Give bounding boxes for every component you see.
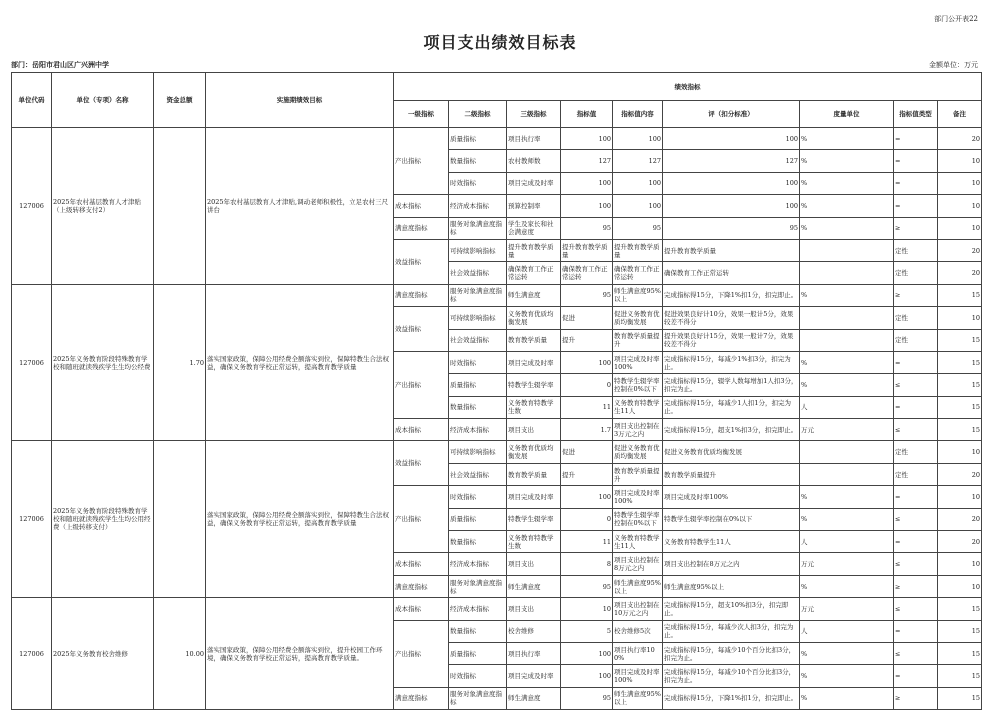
- scoring-standard: 师生满意度95%以上: [663, 575, 800, 597]
- level2-indicator: 质量指标: [449, 374, 507, 396]
- project-name: 2025年农村基层教育人才津贴（上级转移支付2）: [52, 128, 154, 285]
- indicator-content: 促进义务教育优质均衡发展: [613, 441, 663, 463]
- value-type: ≤: [894, 598, 938, 620]
- header-amount: 资金总额: [154, 73, 206, 128]
- level2-indicator: 经济成本指标: [449, 195, 507, 217]
- scoring-standard: 促进义务教育优质均衡发展: [663, 441, 800, 463]
- scoring-standard: 95: [663, 217, 800, 239]
- indicator-value: 100: [561, 486, 613, 508]
- level2-indicator: 社会效益指标: [449, 329, 507, 351]
- indicator-value: 100: [561, 665, 613, 687]
- level3-indicator: 确保教育工作正常运转: [507, 262, 561, 284]
- note: 15: [938, 598, 982, 620]
- level1-indicator: 效益指标: [394, 441, 449, 486]
- level1-indicator: 成本指标: [394, 553, 449, 575]
- note: 15: [938, 351, 982, 373]
- value-type: 定性: [894, 239, 938, 261]
- measure-unit: %: [800, 128, 894, 150]
- measure-unit: [800, 441, 894, 463]
- fund-amount: [154, 441, 206, 598]
- indicator-value: 确保教育工作正常运转: [561, 262, 613, 284]
- indicator-value: 1.7: [561, 419, 613, 441]
- scoring-standard: 完成指标得15分，每减少1人扣1分，扣完为止。: [663, 396, 800, 418]
- scoring-standard: 完成指标得15分，超支10%扣3分，扣完即止。: [663, 598, 800, 620]
- level2-indicator: 经济成本指标: [449, 553, 507, 575]
- indicator-content: 提升教育教学质量: [613, 239, 663, 261]
- header-score: 评（扣分标准）: [663, 101, 800, 128]
- value-type: ≥: [894, 687, 938, 709]
- level3-indicator: 师生满意度: [507, 284, 561, 306]
- level2-indicator: 时效指标: [449, 486, 507, 508]
- fund-amount: [154, 128, 206, 285]
- scoring-standard: 确保教育工作正常运转: [663, 262, 800, 284]
- measure-unit: %: [800, 687, 894, 709]
- indicator-content: 项目支出控制在10万元之内: [613, 598, 663, 620]
- measure-unit: %: [800, 217, 894, 239]
- indicator-value: 11: [561, 531, 613, 553]
- scoring-standard: 特教学生辍学率控制在0%以下: [663, 508, 800, 530]
- header-l2: 二级指标: [449, 101, 507, 128]
- note: 10: [938, 150, 982, 172]
- level1-indicator: 满意度指标: [394, 575, 449, 597]
- value-type: =: [894, 128, 938, 150]
- measure-unit: %: [800, 284, 894, 306]
- level3-indicator: 项目执行率: [507, 128, 561, 150]
- level2-indicator: 可持续影响指标: [449, 307, 507, 329]
- value-type: 定性: [894, 329, 938, 351]
- scoring-standard: 完成指标得15分，每减少10个百分比扣3分，扣完为止。: [663, 665, 800, 687]
- value-type: =: [894, 351, 938, 373]
- indicator-value: 127: [561, 150, 613, 172]
- indicator-value: 提升教育教学质量: [561, 239, 613, 261]
- note: 15: [938, 419, 982, 441]
- indicator-value: 95: [561, 284, 613, 306]
- indicator-content: 100: [613, 128, 663, 150]
- performance-goal: 2025年农村基层教育人才津贴,调动老师积极性，立足农村三尺讲台: [206, 128, 394, 285]
- value-type: ≤: [894, 508, 938, 530]
- measure-unit: [800, 262, 894, 284]
- level3-indicator: 义务教育特教学生数: [507, 396, 561, 418]
- level2-indicator: 经济成本指标: [449, 419, 507, 441]
- scoring-standard: 完成指标得15分，辍学人数每增加1人扣3分，扣完为止。: [663, 374, 800, 396]
- indicator-content: 师生满意度95%以上: [613, 687, 663, 709]
- indicator-content: 义务教育特教学生11人: [613, 396, 663, 418]
- indicator-content: 特教学生辍学率控制在0%以下: [613, 508, 663, 530]
- note: 20: [938, 508, 982, 530]
- level3-indicator: 项目支出: [507, 553, 561, 575]
- level3-indicator: 项目支出: [507, 598, 561, 620]
- table-row: [12, 441, 982, 463]
- table-row: [12, 128, 982, 150]
- level3-indicator: 义务教育优质均衡发展: [507, 307, 561, 329]
- level2-indicator: 时效指标: [449, 351, 507, 373]
- scoring-standard: 完成指标得15分，每减少次人扣3分，扣完为止。: [663, 620, 800, 642]
- table-row: [12, 598, 982, 620]
- indicator-value: 提升: [561, 329, 613, 351]
- scoring-standard: 完成指标得15分，下降1%扣1分，扣完即止。: [663, 687, 800, 709]
- unit-code: 127006: [12, 128, 52, 285]
- level2-indicator: 服务对象满意度指标: [449, 575, 507, 597]
- note: 10: [938, 441, 982, 463]
- measure-unit: %: [800, 351, 894, 373]
- level2-indicator: 社会效益指标: [449, 463, 507, 485]
- indicator-value: 11: [561, 396, 613, 418]
- scoring-standard: 完成指标得15分，下降1%扣1分，扣完即止。: [663, 284, 800, 306]
- header-content: 指标值内容: [613, 101, 663, 128]
- header-l1: 一级指标: [394, 101, 449, 128]
- indicator-value: 95: [561, 687, 613, 709]
- indicator-value: 100: [561, 128, 613, 150]
- indicator-content: 促进义务教育优质均衡发展: [613, 307, 663, 329]
- note: 15: [938, 620, 982, 642]
- value-type: ≤: [894, 374, 938, 396]
- measure-unit: [800, 329, 894, 351]
- level2-indicator: 质量指标: [449, 508, 507, 530]
- value-type: =: [894, 620, 938, 642]
- scoring-standard: 义务教育特教学生11人: [663, 531, 800, 553]
- indicator-value: 100: [561, 195, 613, 217]
- indicator-content: 确保教育工作正常运转: [613, 262, 663, 284]
- note: 10: [938, 172, 982, 194]
- value-type: =: [894, 531, 938, 553]
- scoring-standard: 提升效果良好计15分，效果一般计7分，效果较差不得分: [663, 329, 800, 351]
- note: 15: [938, 374, 982, 396]
- header-code: 单位代码: [12, 73, 52, 128]
- value-type: ≥: [894, 217, 938, 239]
- level2-indicator: 社会效益指标: [449, 262, 507, 284]
- indicator-content: 项目完成及时率100%: [613, 665, 663, 687]
- measure-unit: 万元: [800, 553, 894, 575]
- indicator-value: 100: [561, 172, 613, 194]
- indicator-content: 100: [613, 172, 663, 194]
- note: 10: [938, 195, 982, 217]
- note: 15: [938, 329, 982, 351]
- measure-unit: %: [800, 642, 894, 664]
- indicator-content: 项目完成及时率100%: [613, 486, 663, 508]
- indicator-value: 95: [561, 575, 613, 597]
- measure-unit: [800, 307, 894, 329]
- indicator-value: 8: [561, 553, 613, 575]
- level2-indicator: 服务对象满意度指标: [449, 687, 507, 709]
- measure-unit: [800, 463, 894, 485]
- note: 10: [938, 575, 982, 597]
- measure-unit: 万元: [800, 419, 894, 441]
- level3-indicator: 教育教学质量: [507, 463, 561, 485]
- measure-unit: 人: [800, 531, 894, 553]
- value-type: 定性: [894, 307, 938, 329]
- value-type: ≤: [894, 419, 938, 441]
- level2-indicator: 时效指标: [449, 172, 507, 194]
- level2-indicator: 数量指标: [449, 620, 507, 642]
- value-type: ≤: [894, 642, 938, 664]
- scoring-standard: 项目支出控制在8万元之内: [663, 553, 800, 575]
- value-type: =: [894, 486, 938, 508]
- project-name: 2025年义务教育阶段特殊教育学校和随班就读残疾学生生均公经费: [52, 284, 154, 441]
- note: 10: [938, 486, 982, 508]
- level3-indicator: 项目执行率: [507, 642, 561, 664]
- level2-indicator: 数量指标: [449, 531, 507, 553]
- performance-target-table: [11, 72, 982, 710]
- performance-goal: 落实国家政策，保障公用经费全额落实到位，保障特教生合法权益，确保义务教育学校正常运转，提高教育教学质量: [206, 441, 394, 598]
- indicator-content: 项目支出控制在3万元之内: [613, 419, 663, 441]
- level1-indicator: 产出指标: [394, 486, 449, 553]
- level3-indicator: 学生及家长和社会满意度: [507, 217, 561, 239]
- scoring-standard: 完成指标得15分，每减少10个百分比扣3分，扣完为止。: [663, 642, 800, 664]
- level3-indicator: 项目支出: [507, 419, 561, 441]
- indicator-content: 特教学生辍学率控制在0%以下: [613, 374, 663, 396]
- performance-goal: 落实国家政策，保障公用经费全额落实到位，保障特教生合法权益，确保义务教育学校正常运转，提高教育教学质量: [206, 284, 394, 441]
- level1-indicator: 产出指标: [394, 128, 449, 195]
- level3-indicator: 项目完成及时率: [507, 665, 561, 687]
- measure-unit: 人: [800, 620, 894, 642]
- table-row: [12, 284, 982, 306]
- level3-indicator: 预算控制率: [507, 195, 561, 217]
- value-type: 定性: [894, 262, 938, 284]
- level3-indicator: 项目完成及时率: [507, 172, 561, 194]
- page-title: 项目支出绩效目标表: [423, 33, 577, 52]
- value-type: =: [894, 172, 938, 194]
- header-unit: 度量单位: [800, 101, 894, 128]
- value-type: =: [894, 396, 938, 418]
- level2-indicator: 质量指标: [449, 128, 507, 150]
- note: 10: [938, 307, 982, 329]
- measure-unit: %: [800, 575, 894, 597]
- level3-indicator: 校舍维修: [507, 620, 561, 642]
- indicator-content: 校舍维修5次: [613, 620, 663, 642]
- header-value: 指标值: [561, 101, 613, 128]
- indicator-value: 0: [561, 374, 613, 396]
- form-number: 部门公开表22: [934, 15, 978, 23]
- level2-indicator: 数量指标: [449, 150, 507, 172]
- indicator-value: 100: [561, 351, 613, 373]
- measure-unit: %: [800, 508, 894, 530]
- scoring-standard: 100: [663, 172, 800, 194]
- header-performance: 绩效指标: [394, 73, 982, 101]
- indicator-value: 0: [561, 508, 613, 530]
- note: 10: [938, 553, 982, 575]
- indicator-content: 师生满意度95%以上: [613, 284, 663, 306]
- scoring-standard: 完成指标得15分，每减少1%扣3分，扣完为止。: [663, 351, 800, 373]
- indicator-value: 10: [561, 598, 613, 620]
- value-type: ≥: [894, 575, 938, 597]
- level1-indicator: 成本指标: [394, 598, 449, 620]
- value-type: ≤: [894, 553, 938, 575]
- level3-indicator: 义务教育特教学生数: [507, 531, 561, 553]
- level1-indicator: 成本指标: [394, 419, 449, 441]
- scoring-standard: 教育教学质量提升: [663, 463, 800, 485]
- note: 20: [938, 262, 982, 284]
- note: 15: [938, 396, 982, 418]
- level2-indicator: 可持续影响指标: [449, 239, 507, 261]
- value-type: 定性: [894, 441, 938, 463]
- project-name: 2025年义务教育校舍维修: [52, 598, 154, 710]
- scoring-standard: 100: [663, 128, 800, 150]
- level3-indicator: 教育教学质量: [507, 329, 561, 351]
- indicator-value: 提升: [561, 463, 613, 485]
- indicator-value: 100: [561, 642, 613, 664]
- level3-indicator: 提升教育教学质量: [507, 239, 561, 261]
- level3-indicator: 特教学生辍学率: [507, 508, 561, 530]
- level1-indicator: 效益指标: [394, 307, 449, 352]
- indicator-content: 项目完成及时率100%: [613, 351, 663, 373]
- value-type: 定性: [894, 463, 938, 485]
- indicator-content: 127: [613, 150, 663, 172]
- indicator-content: 师生满意度95%以上: [613, 575, 663, 597]
- level2-indicator: 服务对象满意度指标: [449, 217, 507, 239]
- fund-amount: 1.70: [154, 284, 206, 441]
- measure-unit: 人: [800, 396, 894, 418]
- table-body: [12, 128, 982, 710]
- department-label: 部门：岳阳市君山区广兴洲中学: [11, 60, 109, 69]
- level3-indicator: 师生满意度: [507, 687, 561, 709]
- measure-unit: [800, 239, 894, 261]
- indicator-content: 义务教育特教学生11人: [613, 531, 663, 553]
- performance-goal: 落实国家政策，保障公用经费全额落实到位，提升校园工作环境，确保义务教育学校正常运转，提高教育教学质量。: [206, 598, 394, 710]
- value-type: =: [894, 665, 938, 687]
- scoring-standard: 促进效果良好计10分，效果一般计5分，效果较差不得分: [663, 307, 800, 329]
- unit-code: 127006: [12, 598, 52, 710]
- level2-indicator: 可持续影响指标: [449, 441, 507, 463]
- header-goal: 实施期绩效目标: [206, 73, 394, 128]
- note: 20: [938, 128, 982, 150]
- scoring-standard: 项目完成及时率100%: [663, 486, 800, 508]
- level1-indicator: 效益指标: [394, 239, 449, 284]
- level3-indicator: 农村教师数: [507, 150, 561, 172]
- indicator-content: 项目支出控制在8万元之内: [613, 553, 663, 575]
- scoring-standard: 100: [663, 195, 800, 217]
- measure-unit: 万元: [800, 598, 894, 620]
- measure-unit: %: [800, 665, 894, 687]
- level3-indicator: 项目完成及时率: [507, 351, 561, 373]
- header-type: 指标值类型: [894, 101, 938, 128]
- fund-amount: 10.00: [154, 598, 206, 710]
- level1-indicator: 满意度指标: [394, 284, 449, 306]
- measure-unit: %: [800, 150, 894, 172]
- note: 15: [938, 687, 982, 709]
- measure-unit: %: [800, 374, 894, 396]
- value-type: ≥: [894, 284, 938, 306]
- level3-indicator: 特教学生辍学率: [507, 374, 561, 396]
- note: 20: [938, 531, 982, 553]
- scoring-standard: 提升教育教学质量: [663, 239, 800, 261]
- header-note: 备注: [938, 101, 982, 128]
- scoring-standard: 完成指标得15分，超支1%扣3分，扣完即止。: [663, 419, 800, 441]
- note: 15: [938, 665, 982, 687]
- level1-indicator: 产出指标: [394, 351, 449, 418]
- scoring-standard: 127: [663, 150, 800, 172]
- level1-indicator: 满意度指标: [394, 687, 449, 709]
- level3-indicator: 师生满意度: [507, 575, 561, 597]
- measure-unit: %: [800, 486, 894, 508]
- project-name: 2025年义务教育阶段特殊教育学校和随班就读残疾学生生均公用经费（上级转移支付）: [52, 441, 154, 598]
- level1-indicator: 满意度指标: [394, 217, 449, 239]
- level1-indicator: 产出指标: [394, 620, 449, 687]
- measure-unit: %: [800, 172, 894, 194]
- indicator-content: 95: [613, 217, 663, 239]
- value-type: =: [894, 195, 938, 217]
- unit-code: 127006: [12, 441, 52, 598]
- level3-indicator: 义务教育优质均衡发展: [507, 441, 561, 463]
- level2-indicator: 时效指标: [449, 665, 507, 687]
- value-type: =: [894, 150, 938, 172]
- indicator-content: 教育教学质量提升: [613, 329, 663, 351]
- note: 15: [938, 284, 982, 306]
- note: 15: [938, 642, 982, 664]
- level3-indicator: 项目完成及时率: [507, 486, 561, 508]
- indicator-content: 项目执行率100%: [613, 642, 663, 664]
- indicator-value: 95: [561, 217, 613, 239]
- indicator-content: 100: [613, 195, 663, 217]
- note: 20: [938, 239, 982, 261]
- money-unit-label: 金额单位：万元: [929, 61, 978, 69]
- measure-unit: %: [800, 195, 894, 217]
- note: 20: [938, 463, 982, 485]
- indicator-value: 促进: [561, 307, 613, 329]
- indicator-value: 促进: [561, 441, 613, 463]
- indicator-value: 5: [561, 620, 613, 642]
- level2-indicator: 数量指标: [449, 396, 507, 418]
- level2-indicator: 质量指标: [449, 642, 507, 664]
- level2-indicator: 经济成本指标: [449, 598, 507, 620]
- level2-indicator: 服务对象满意度指标: [449, 284, 507, 306]
- indicator-content: 教育教学质量提升: [613, 463, 663, 485]
- note: 10: [938, 217, 982, 239]
- header-l3: 三级指标: [507, 101, 561, 128]
- level1-indicator: 成本指标: [394, 195, 449, 217]
- header-name: 单位（专项）名称: [52, 73, 154, 128]
- unit-code: 127006: [12, 284, 52, 441]
